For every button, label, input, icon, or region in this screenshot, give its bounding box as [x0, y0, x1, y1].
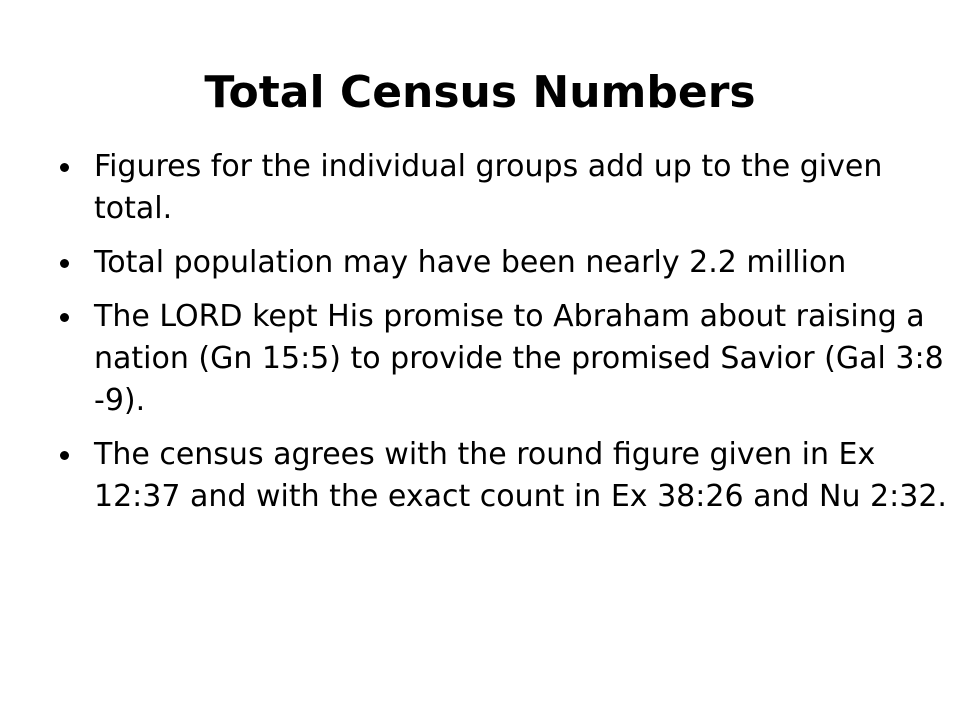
bullet-dot-icon — [60, 259, 69, 268]
bullet-dot-icon — [60, 163, 69, 172]
bullet-text: The LORD kept His promise to Abraham about raising a nation (Gn 15:5) to provide the promised Savior (Gal 3:8 -9). — [94, 299, 944, 418]
bullet-text: The census agrees with the round figure given in Ex 12:37 and with the exact count in Ex 38:26 and Nu 2:32. — [94, 437, 947, 514]
bullet-dot-icon — [60, 313, 69, 322]
slide-title: Total Census Numbers — [204, 67, 756, 118]
bullet-dot-icon — [60, 451, 69, 460]
bullet-item — [58, 242, 948, 284]
bullet-list — [58, 146, 948, 530]
bullet-item — [58, 434, 948, 518]
bullet-text: Total population may have been nearly 2.2 million — [94, 245, 847, 280]
bullet-item — [58, 146, 948, 230]
bullet-item — [58, 296, 948, 422]
bullet-text: Figures for the individual groups add up to the given total. — [94, 149, 883, 226]
